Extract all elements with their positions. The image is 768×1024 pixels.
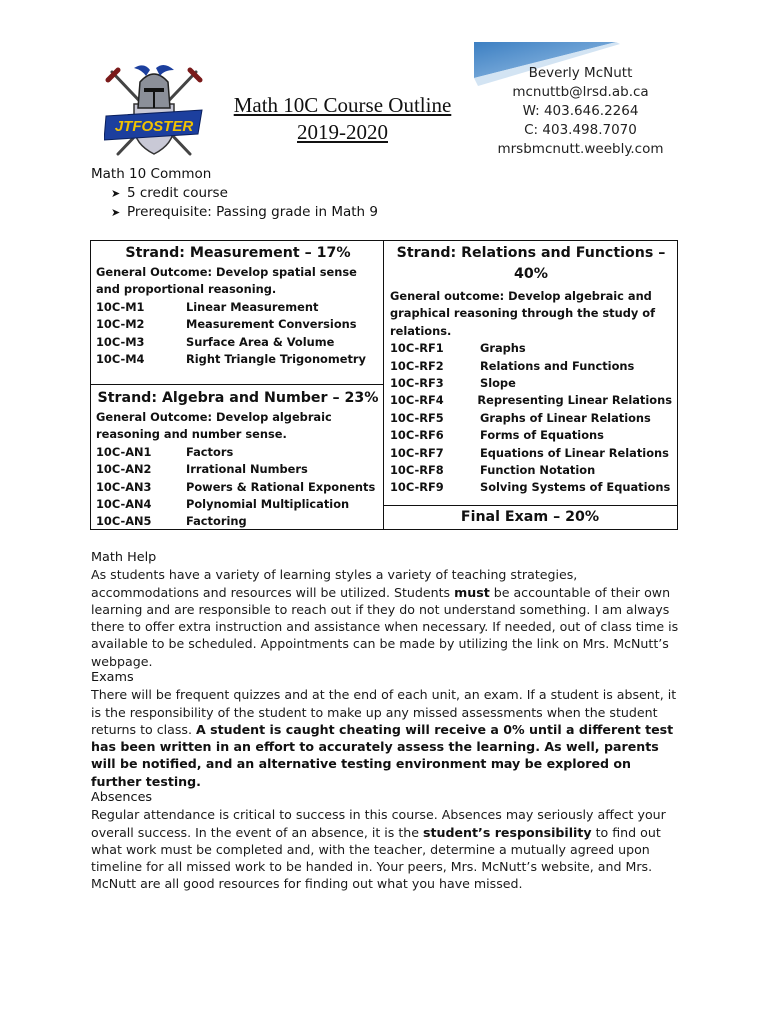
outcome-row: 10C-AN4 Polynomial Multiplication — [96, 497, 350, 512]
final-exam-weight: Final Exam – 20% — [460, 509, 600, 525]
section-text: As students have a variety of learning styles a variety of teaching strategies, accommodations and resources will be utilized. Students must be accountable of their own learning and are responsible to reach out if they do not understand something. I am always there to offer extra instruction and assistance when necessary. If needed, out of class time is available to be scheduled. Appointments can be made by utilizing the link on Mrs. McNutt’s webpage. — [91, 567, 679, 669]
exams-section — [91, 669, 681, 790]
outcome-row: 10C-M2 Measurement Conversions — [96, 317, 357, 332]
work-phone: W: 403.646.2264 — [522, 103, 639, 119]
bullet-item: ➤ Prerequisite: Passing grade in Math 9 — [111, 204, 378, 220]
strands-table — [90, 240, 678, 530]
strand-heading: Strand: Algebra and Number – 23% — [97, 390, 379, 406]
strand-measurement — [96, 243, 380, 368]
outcome-row: 10C-RF3 Slope — [390, 376, 516, 391]
general-outcome: General Outcome: Develop spatial sense and proportional reasoning. — [96, 265, 357, 297]
arrow-bullet-icon: ➤ — [111, 187, 121, 200]
strand-algebra — [96, 388, 380, 531]
website-link[interactable]: mrsbmcnutt.weebly.com — [497, 141, 664, 157]
outcome-row: 10C-RF4 Representing Linear Relations — [390, 393, 672, 408]
outcome-row: 10C-RF7 Equations of Linear Relations — [390, 445, 669, 460]
teacher-name: Beverly McNutt — [528, 65, 633, 81]
logo-text: JTFOSTER — [114, 118, 194, 135]
contact-info — [478, 64, 683, 159]
strand-heading: Strand: Measurement – 17% — [125, 245, 351, 261]
strand-heading: Strand: Relations and Functions – 40% — [396, 245, 666, 282]
outcome-row: 10C-AN5 Factoring — [96, 514, 247, 529]
course-intro — [91, 165, 378, 222]
title-line-1: Math 10C Course Outline — [233, 93, 452, 117]
outcome-row: 10C-RF6 Forms of Equations — [390, 428, 604, 443]
bullet-item: ➤ 5 credit course — [111, 185, 228, 201]
outcome-row: 10C-RF9 Solving Systems of Equations — [390, 480, 671, 495]
arrow-bullet-icon: ➤ — [111, 206, 121, 219]
outcome-row: 10C-AN2 Irrational Numbers — [96, 462, 308, 477]
absences-section — [91, 789, 681, 893]
general-outcome: General outcome: Develop algebraic and graphical reasoning through the study of relations. — [390, 289, 656, 338]
outcome-row: 10C-AN3 Powers & Rational Exponents — [96, 479, 376, 494]
outcome-row: 10C-M1 Linear Measurement — [96, 299, 319, 314]
section-text: There will be frequent quizzes and at the end of each unit, an exam. If a student is absent, it is the responsibility of the student to make up any missed assessments when the student returns to class. A student is caught cheating will receive a 0% until a different test has been written in an effort to accurately assess the learning. As well, parents will be notified, and an alternative testing environment may be explored on further testing. — [91, 687, 677, 789]
email-address[interactable]: mcnuttb@lrsd.ab.ca — [512, 84, 649, 100]
title-line-2: 2019-2020 — [297, 120, 388, 144]
section-heading: Math Help — [91, 550, 157, 565]
outcome-row: 10C-RF2 Relations and Functions — [390, 358, 635, 373]
section-heading: Exams — [91, 670, 134, 685]
section-text: Regular attendance is critical to success in this course. Absences may seriously affect your overall success. In the event of an absence, it is the student’s responsibility to find out what work must be completed and, with the teacher, determine a mutually agreed upon timeline for all missed work to be handed in. Your peers, Mrs. McNutt’s website, and Mrs. McNutt are all good resources for finding out what you have missed. — [91, 807, 666, 892]
course-name: Math 10 Common — [91, 166, 212, 182]
general-outcome: General Outcome: Develop algebraic reasoning and number sense. — [96, 410, 332, 442]
outcome-row: 10C-RF5 Graphs of Linear Relations — [390, 410, 651, 425]
outcome-row: 10C-RF8 Function Notation — [390, 463, 596, 478]
outcome-row: 10C-AN1 Factors — [96, 444, 234, 459]
cell-phone: C: 403.498.7070 — [524, 122, 637, 138]
outcome-row: 10C-RF1 Graphs — [390, 341, 526, 356]
strand-relations — [390, 243, 672, 497]
outcome-row: 10C-M3 Surface Area & Volume — [96, 334, 335, 349]
school-logo — [104, 64, 204, 160]
section-heading: Absences — [91, 790, 153, 805]
outcome-row: 10C-M4 Right Triangle Trigonometry — [96, 352, 366, 367]
math-help-section — [91, 549, 681, 670]
page-title — [210, 92, 475, 146]
